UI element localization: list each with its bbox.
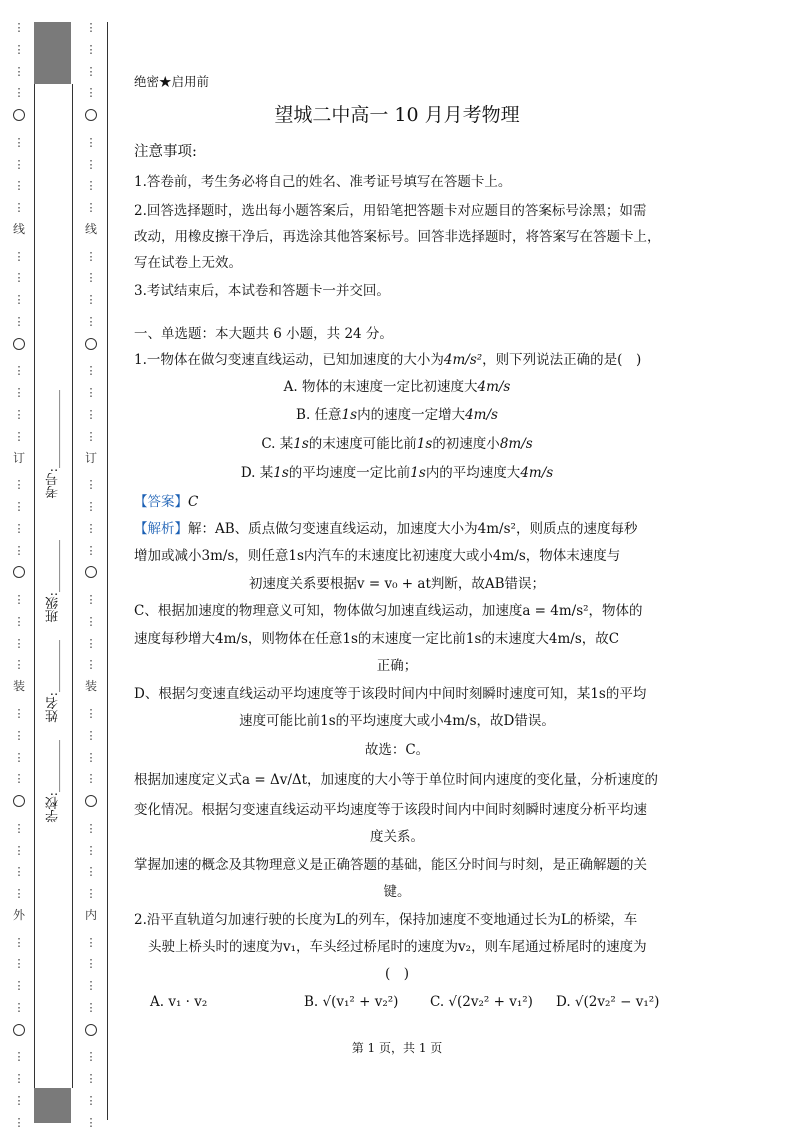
analysis-line: 键。 (383, 884, 411, 900)
option-d: D. √(2v₂² − v₁²) (556, 994, 660, 1010)
analysis-line: C、根据加速度的物理意义可知，物体做匀加速直线运动，加速度a = 4m/s²，物体的 (134, 603, 643, 619)
gray-band-top (34, 22, 71, 84)
side-char: 订 (84, 450, 97, 465)
side-char: 装 (84, 679, 97, 694)
notice-item: 写在试卷上无效。 (134, 255, 242, 271)
analysis-line: 速度每秒增大4m/s，则物体在任意1s的末速度一定比前1s的末速度大4m/s，故C (134, 631, 620, 647)
option-a: A. 物体的末速度一定比初速度大4m/s (283, 379, 511, 395)
gray-band-bottom (34, 1088, 71, 1123)
analysis-line: 增加或减小3m/s，则任意1s内汽车的末速度比初速度大或小4m/s，物体末速度与 (134, 548, 621, 564)
notice-item: 2.回答选择题时，选出每小题答案后，用铅笔把答题卡对应题目的答案标号涂黑；如需 (134, 203, 647, 219)
analysis-line: 初速度关系要根据v = v₀ + at判断，故AB错误； (248, 576, 546, 592)
side-char: 订 (12, 450, 25, 465)
answer-line: 【答案】C (134, 494, 199, 510)
analysis-line: 根据加速度定义式a = Δv/Δt，加速度的大小等于单位时间内速度的变化量，分析速度的 (134, 772, 659, 788)
notice-item: 1.答卷前，考生务必将自己的姓名、准考证号填写在答题卡上。 (134, 174, 512, 190)
binding-hole-icon (13, 109, 25, 121)
analysis-line: 速度可能比前1s的平均速度大或小4m/s，故D错误。 (239, 713, 555, 729)
binding-hole-icon (85, 338, 97, 350)
side-char: 内 (84, 907, 97, 922)
binding-hole-icon (13, 1024, 25, 1036)
section-heading: 一、单选题：本大题共 6 小题，共 24 分。 (134, 326, 393, 342)
binding-hole-icon (13, 566, 25, 578)
binding-hole-icon (85, 1024, 97, 1036)
side-char: 线 (84, 221, 97, 236)
page-footer: 第 1 页，共 1 页 (351, 1041, 443, 1055)
option-a: A. v₁ · v₂ (150, 994, 208, 1010)
inner-dot-column: ⋮ ⋮ ⋮ ⋮ ⋮ ⋮ ⋮ ⋮ 线 ⋮ ⋮ ⋮ ⋮ ⋮ ⋮ ⋮ ⋮ 订 ⋮ ⋮ ⋮ ⋮ ⋮ ⋮ ⋮ ⋮ 装 ⋮ ⋮ ⋮ ⋮ ⋮ ⋮ ⋮ ⋮ 内 ⋮ ⋮ ⋮ ⋮ ⋮ ⋮ ⋮ ⋮ (84, 21, 97, 1129)
analysis-line: 变化情况。根据匀变速直线运动平均速度等于该段时间内中间时刻瞬时速度分析平均速 (134, 802, 647, 818)
margin-line (107, 22, 108, 1120)
binding-hole-icon (85, 795, 97, 807)
analysis-line: D、根据匀变速直线运动平均速度等于该段时间内中间时刻瞬时速度可知，某1s的平均 (134, 686, 647, 702)
option-c: C. 某1s的末速度可能比前1s的初速度小8m/s (261, 436, 533, 452)
option-c: C. √(2v₂² + v₁²) (430, 994, 533, 1010)
side-char: 线 (12, 221, 25, 236)
binding-hole-icon (85, 566, 97, 578)
binding-hole-icon (13, 338, 25, 350)
question-stem: ( ) (384, 966, 410, 982)
notice-item: 3.考试结束后，本试卷和答题卡一并交回。 (134, 283, 390, 299)
option-b: B. 任意1s内的速度一定增大4m/s (296, 407, 498, 423)
field-number: 考号:____________ (46, 390, 61, 499)
secret-label: 绝密★启用前 (134, 74, 210, 89)
field-class: 班级:________ (46, 540, 61, 623)
notice-heading: 注意事项: (134, 144, 197, 160)
field-name: 姓名:________ (46, 640, 61, 723)
question-stem: 1.一物体在做匀变速直线运动，已知加速度的大小为4m/s²，则下列说法正确的是( ) (134, 352, 642, 368)
side-char: 装 (12, 679, 25, 694)
outer-dot-column: ⋮ ⋮ ⋮ ⋮ ⋮ ⋮ ⋮ ⋮ 线 ⋮ ⋮ ⋮ ⋮ ⋮ ⋮ ⋮ ⋮ 订 ⋮ ⋮ ⋮ ⋮ ⋮ ⋮ ⋮ ⋮ 装 ⋮ ⋮ ⋮ ⋮ ⋮ ⋮ ⋮ ⋮ 外 ⋮ ⋮ ⋮ ⋮ ⋮ ⋮ ⋮ ⋮ (12, 21, 25, 1129)
option-b: B. √(v₁² + v₂²) (304, 994, 399, 1010)
analysis-line: 正确； (376, 658, 418, 674)
analysis-line: 度关系。 (370, 829, 424, 845)
notice-item: 改动，用橡皮擦干净后，再选涂其他答案标号。回答非选择题时，将答案写在答题卡上， (134, 229, 661, 245)
option-d: D. 某1s的平均速度一定比前1s内的平均速度大4m/s (240, 465, 554, 481)
analysis-line: 掌握加速的概念及其物理意义是正确答题的基础，能区分时间与时刻，是正确解题的关 (134, 857, 647, 873)
analysis-line: 故选：C。 (364, 742, 430, 758)
page-title: 望城二中高一 10 月月考物理 (274, 104, 520, 126)
field-school: 学校:________ (46, 740, 61, 823)
analysis-line: 【解析】解：AB、质点做匀变速直线运动，加速度大小为4m/s²，则质点的速度每秒 (134, 521, 638, 537)
side-char: 外 (12, 907, 25, 922)
question-stem: 头驶上桥头时的速度为v₁，车头经过桥尾时的速度为v₂，则车尾通过桥尾时的速度为 (148, 939, 647, 955)
question-stem: 2.沿平直轨道匀加速行驶的长度为L的列车，保持加速度不变地通过长为L的桥梁，车 (134, 912, 638, 928)
binding-hole-icon (13, 795, 25, 807)
binding-hole-icon (85, 109, 97, 121)
